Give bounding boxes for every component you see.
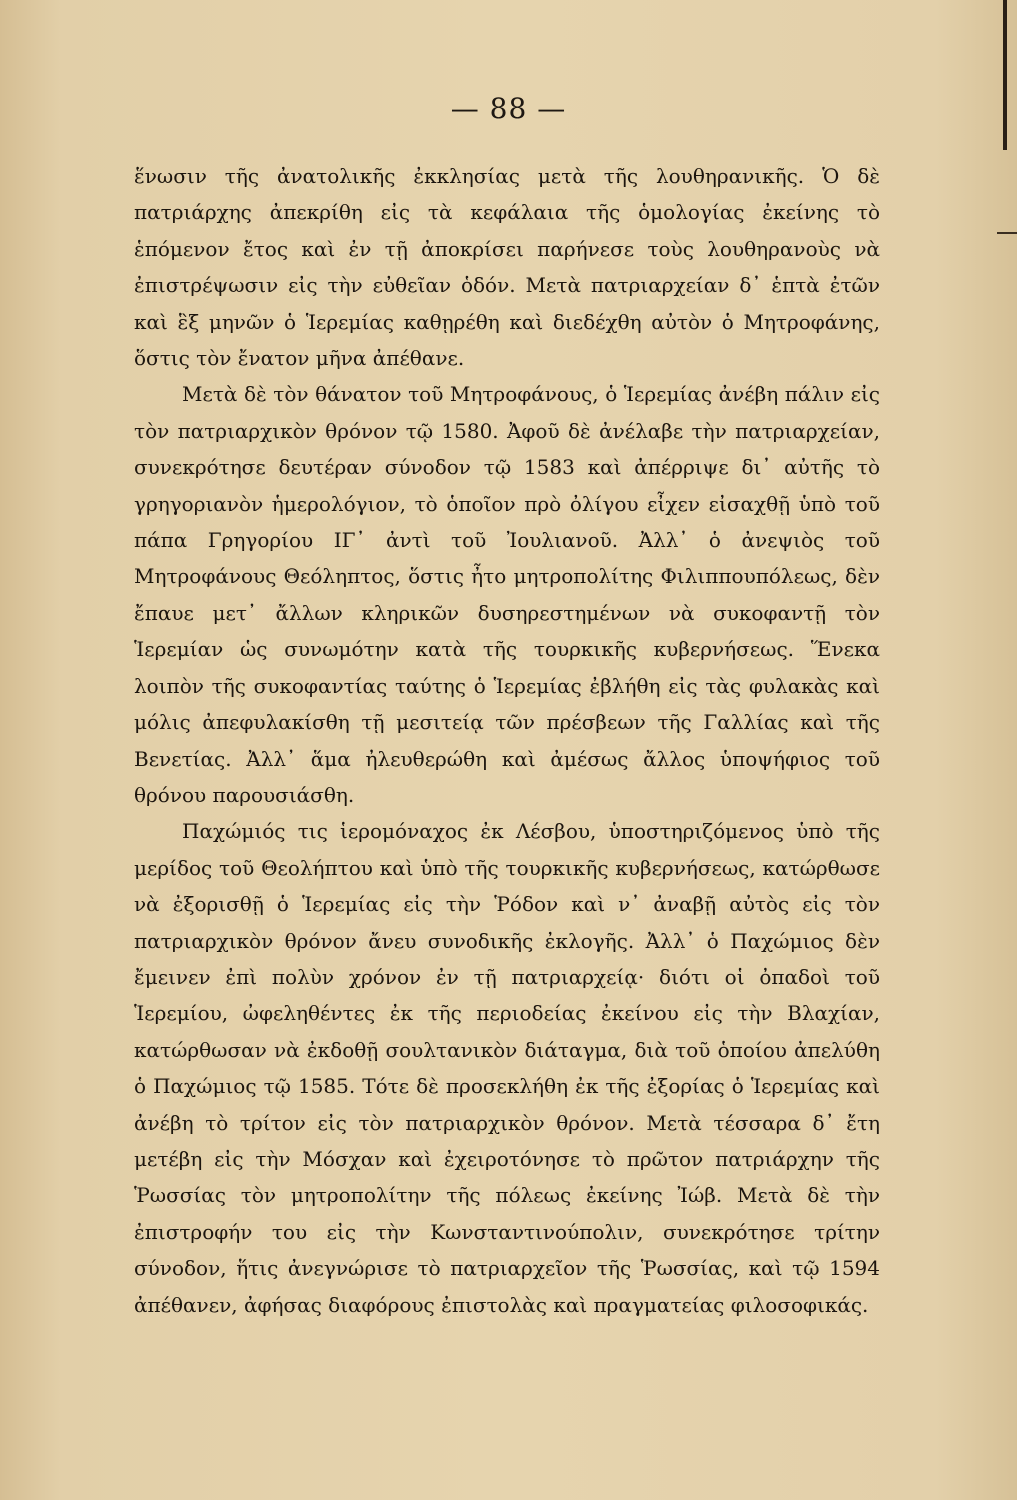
paragraph-continuation: ἕνωσιν τῆς ἀνατολικῆς ἐκκλησίας μετὰ τῆς λουθηρανικῆς. Ὁ δὲ πατριάρχης ἀπεκρίθη εἰς τὰ κεφάλαια τῆς ὁμολογίας ἐκείνης τὸ ἑπόμενον ἔτος καὶ ἐν τῇ ἀποκρίσει παρήνεσε τοὺς λουθηρανοὺς νὰ ἐπιστρέψωσιν εἰς τὴν εὐθεῖαν ὁδόν. Μετὰ πατριαρχείαν δ᾽ ἑπτὰ ἐτῶν καὶ ἓξ μηνῶν ὁ Ἱερεμίας καθῃρέθη καὶ διεδέχθη αὐτὸν ὁ Μητροφάνης, ὅστις τὸν ἔνατον μῆνα ἀπέθανε.	[134, 164, 880, 371]
paragraph: Μετὰ δὲ τὸν θάνατον τοῦ Μητροφάνους, ὁ Ἱερεμίας ἀνέβη πάλιν εἰς τὸν πατριαρχικὸν θρόνον τῷ 1580. Ἀφοῦ δὲ ἀνέλαβε τὴν πατριαρχείαν, συνεκρότησε δευτέραν σύνοδον τῷ 1583 καὶ ἀπέρριψε δι᾽ αὐτῆς τὸ γρηγοριανὸν ἡμερολόγιον, τὸ ὁποῖον πρὸ ὀλίγου εἶχεν εἰσαχθῇ ὑπὸ τοῦ πάπα Γρηγορίου ΙΓ᾽ ἀντὶ τοῦ Ἰουλιανοῦ. Ἀλλ᾽ ὁ ἀνεψιὸς τοῦ Μητροφάνους Θεόληπτος, ὅστις ἦτο μητροπολίτης Φιλιππουπόλεως, δὲν ἔπαυε μετ᾽ ἄλλων κληρικῶν δυσηρεστημένων νὰ συκοφαντῇ τὸν Ἱερεμίαν ὡς συνωμότην κατὰ τῆς τουρκικῆς κυβερνήσεως. Ἕνεκα λοιπὸν τῆς συκοφαντίας ταύτης ὁ Ἱερεμίας ἐβλήθη εἰς τὰς φυλακὰς καὶ μόλις ἀπεφυλακίσθη τῇ μεσιτείᾳ τῶν πρέσβεων τῆς Γαλλίας καὶ τῆς Βενετίας. Ἀλλ᾽ ἅμα ἠλευθερώθη καὶ ἀμέσως ἄλλος ὑποψήφιος τοῦ θρόνου παρουσιάσθη.	[134, 382, 880, 807]
paragraph: Παχώμιός τις ἱερομόναχος ἐκ Λέσβου, ὑποστηριζόμενος ὑπὸ τῆς μερίδος τοῦ Θεολήπτου καὶ ὑπὸ τῆς τουρκικῆς κυβερνήσεως, κατώρθωσε νὰ ἐξορισθῇ ὁ Ἱερεμίας εἰς τὴν Ῥόδον καὶ ν᾽ ἀναβῇ αὐτὸς εἰς τὸν πατριαρχικὸν θρόνον ἄνευ συνοδικῆς ἐκλογῆς. Ἀλλ᾽ ὁ Παχώμιος δὲν ἔμεινεν ἐπὶ πολὺν χρόνον ἐν τῇ πατριαρχείᾳ· διότι οἱ ὀπαδοὶ τοῦ Ἱερεμίου, ὠφεληθέντες ἐκ τῆς περιοδείας ἐκείνου εἰς τὴν Βλαχίαν, κατώρθωσαν νὰ ἐκδοθῇ σουλτανικὸν διάταγμα, διὰ τοῦ ὁποίου ἀπελύθη ὁ Παχώμιος τῷ 1585. Τότε δὲ προσεκλήθη ἐκ τῆς ἐξορίας ὁ Ἱερεμίας καὶ ἀνέβη τὸ τρίτον εἰς τὸν πατριαρχικὸν θρόνον. Μετὰ τέσσαρα δ᾽ ἔτη μετέβη εἰς τὴν Μόσχαν καὶ ἐχειροτόνησε τὸ πρῶτον πατριάρχην τῆς Ῥωσσίας τὸν μητροπολίτην τῆς πόλεως ἐκείνης Ἰώβ. Μετὰ δὲ τὴν ἐπιστροφήν του εἰς τὴν Κωνσταντινούπολιν, συνεκρότησε τρίτην σύνοδον, ἥτις ἀνεγνώρισε τὸ πατριαρχεῖον τῆς Ῥωσσίας, καὶ τῷ 1594 ἀπέθανεν, ἀφήσας διαφόρους ἐπιστολὰς καὶ πραγματείας φιλοσοφικάς.	[134, 819, 880, 1317]
body-text	[134, 158, 880, 1323]
page-number: — 88 —	[450, 92, 567, 125]
page-edge-rule	[1003, 0, 1007, 150]
page-edge-tick	[997, 232, 1017, 234]
